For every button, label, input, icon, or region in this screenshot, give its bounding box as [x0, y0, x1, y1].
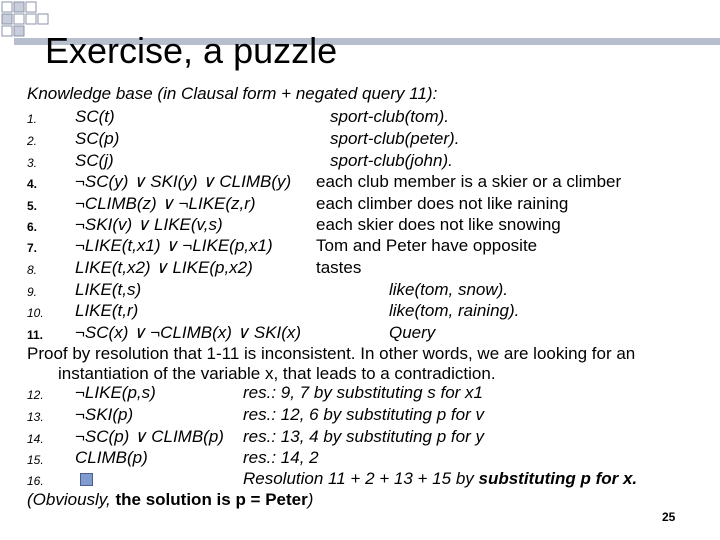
conclusion	[27, 490, 313, 510]
clause-number: 4.	[27, 177, 38, 191]
clause-formula: SC(p)	[75, 129, 120, 148]
step-justification: Resolution 11 + 2 + 13 + 15 by substituting p for x.	[243, 469, 638, 488]
placeholder-square-icon	[80, 473, 93, 486]
step-formula	[80, 469, 93, 489]
clause-number: 9.	[27, 285, 38, 299]
clause-number: 11.	[27, 328, 44, 342]
step-justification: res.: 14, 2	[243, 448, 319, 467]
step-justification: res.: 12, 6 by substituting p for v	[243, 405, 484, 424]
slide-title: Exercise, a puzzle	[45, 30, 338, 71]
clause-number: 6.	[27, 220, 38, 234]
clause-formula: ¬LIKE(t,x1) ∨ ¬LIKE(p,x1)	[75, 236, 273, 255]
step-justification: res.: 13, 4 by substituting p for y	[243, 427, 484, 446]
step-number: 15.	[27, 453, 44, 467]
step-justification: res.: 9, 7 by substituting s for x1	[243, 383, 484, 402]
conclusion-open: (Obviously,	[27, 490, 116, 509]
clause-description: sport-club(tom).	[330, 107, 450, 126]
clause-description: tastes	[316, 258, 362, 277]
clause-number: 7.	[27, 241, 38, 255]
clause-formula: ¬SC(x) ∨ ¬CLIMB(x) ∨ SKI(x)	[75, 323, 302, 342]
step16-substitution: substituting p for x.	[478, 469, 638, 488]
clause-formula: LIKE(t,x2) ∨ LIKE(p,x2)	[75, 258, 253, 277]
step-number: 13.	[27, 410, 44, 424]
clause-formula: LIKE(t,r)	[75, 301, 139, 320]
clause-description: sport-club(peter).	[330, 129, 460, 148]
conclusion-close: )	[307, 490, 314, 509]
clause-description: like(tom, raining).	[389, 301, 520, 320]
clause-formula: ¬SKI(v) ∨ LIKE(v,s)	[75, 215, 223, 234]
clause-formula: SC(j)	[75, 151, 114, 170]
clause-formula: ¬CLIMB(z) ∨ ¬LIKE(z,r)	[75, 194, 256, 213]
clause-number: 5.	[27, 199, 38, 213]
page-number: 25	[662, 510, 676, 524]
proof-text-line2: instantiation of the variable x, that leads to a contradiction.	[58, 364, 496, 383]
clause-number: 10.	[27, 306, 44, 320]
clause-number: 8.	[27, 263, 38, 277]
kb-intro: Knowledge base (in Clausal form + negated query 11):	[27, 84, 438, 103]
clause-description: like(tom, snow).	[389, 280, 509, 299]
clause-formula: ¬SC(y) ∨ SKI(y) ∨ CLIMB(y)	[75, 172, 292, 191]
step-number: 14.	[27, 432, 44, 446]
step-number: 12.	[27, 388, 44, 402]
clause-description: sport-club(john).	[330, 151, 453, 170]
conclusion-solution: the solution is p = Peter	[115, 490, 308, 509]
clause-formula: SC(t)	[75, 107, 115, 126]
step-number: 16.	[27, 474, 44, 488]
step-formula: ¬SKI(p)	[75, 405, 134, 424]
step-formula: ¬SC(p) ∨ CLIMB(p)	[75, 427, 224, 446]
clause-description: each club member is a skier or a climber	[316, 172, 622, 191]
clause-description: each skier does not like snowing	[316, 215, 561, 234]
clause-description: each climber does not like raining	[316, 194, 569, 213]
proof-text-line1: Proof by resolution that 1-11 is inconsistent. In other words, we are looking for an	[27, 344, 636, 363]
step-formula: ¬LIKE(p,s)	[75, 383, 156, 402]
clause-description: Query	[389, 323, 436, 342]
clause-number: 2.	[27, 134, 38, 148]
clause-description: Tom and Peter have opposite	[316, 236, 538, 255]
step-formula: CLIMB(p)	[75, 448, 148, 467]
clause-number: 1.	[27, 112, 38, 126]
clause-formula: LIKE(t,s)	[75, 280, 142, 299]
clause-number: 3.	[27, 156, 38, 170]
